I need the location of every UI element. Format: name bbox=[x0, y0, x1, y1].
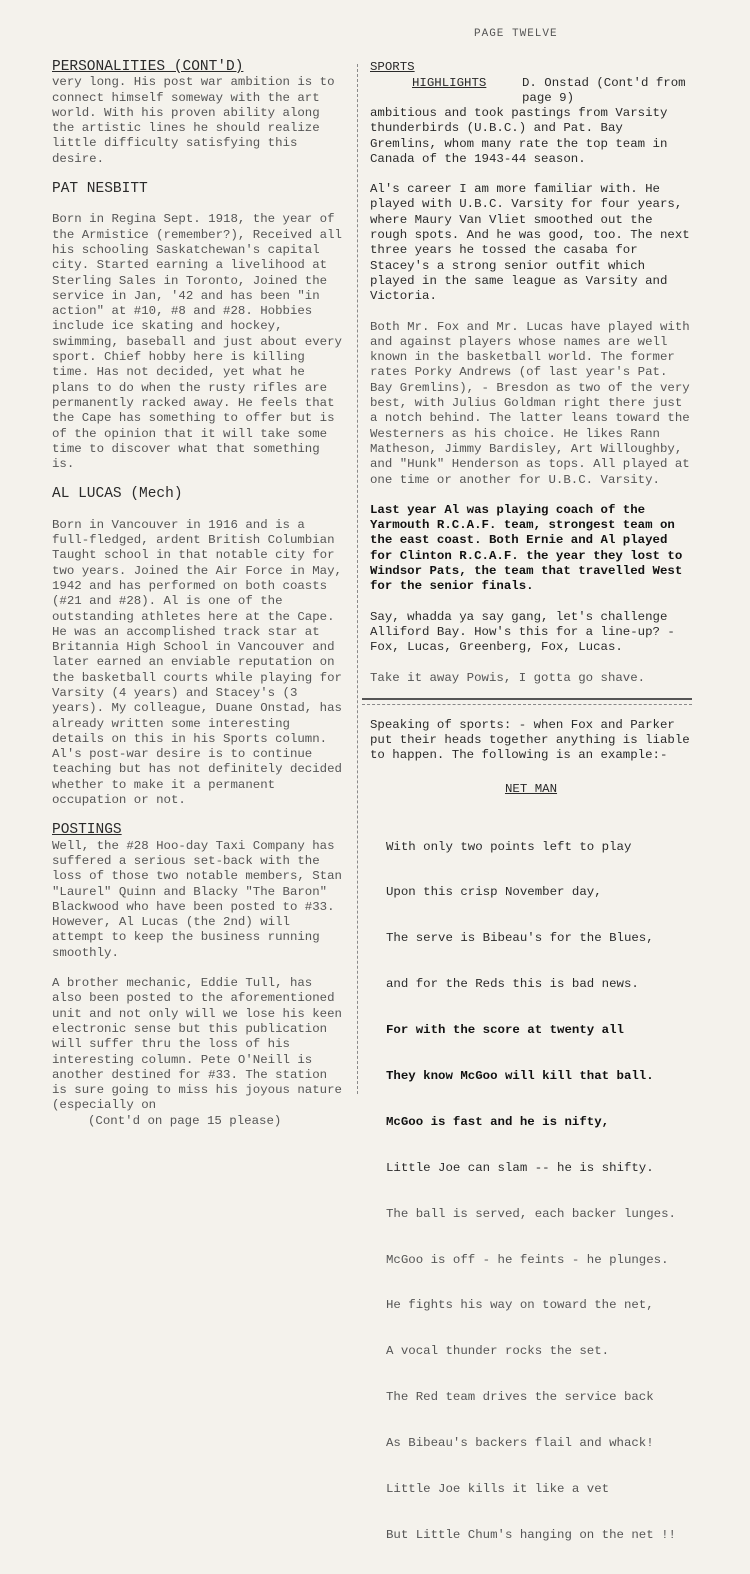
nesbitt-heading: PAT NESBITT bbox=[52, 181, 148, 198]
poem-line: McGoo is fast and he is nifty, bbox=[386, 1114, 610, 1129]
poem-line: For with the score at twenty all bbox=[386, 1023, 624, 1038]
sports-text-1: ambitious and took pastings from Varsity thunderbirds (U.B.C.) and Pat. Bay Gremlins, whom many rate the top team in Canada of the 1943-44 season. bbox=[370, 106, 675, 166]
nesbitt-text: Born in Regina Sept. 1918, the year of the Armistice (remember?), Received all his schooling Saskatchewan's capital city. Started earning a livelihood at Sterling Sales in Toronto, Joined the service in Jan, '42 and has been "in action" at #10, #8 and #28. Hobbies include ice skating and hockey, swimming, baseball and just about every sport. Chief hobby here is killing time. Has not decided, yet what he plans to do when the rusty rifles are permanently racked away. He feels that the Cape has something to offer but is of the opinion that it will take some time to discover what that something is. bbox=[52, 212, 350, 472]
left-column bbox=[52, 60, 348, 1129]
sports-text-5: Say, whadda ya say gang, let's challenge Alliford Bay. How's this for a line-up? - Fox, Lucas, Greenberg, Fox, Lucas. bbox=[370, 609, 683, 655]
postings-text-2: A brother mechanic, Eddie Tull, has also been posted to the aforementioned unit and not only will we lose his keen electronic sense but this publication will suffer thru the loss of his interesting column. Pete O'Neill is another destined for #33. The station is sure going to miss his joyous nature (especially on bbox=[52, 976, 350, 1113]
right-column bbox=[370, 60, 698, 1574]
sports-byline: D. Onstad (Cont'd from page 9) bbox=[522, 76, 686, 106]
sports-text-6: Take it away Powis, I gotta go shave. bbox=[370, 670, 646, 685]
netman-poem bbox=[370, 809, 692, 1574]
postings-continued: (Cont'd on page 15 please) bbox=[88, 1113, 282, 1128]
sports-header bbox=[370, 60, 692, 106]
netman-title: NET MAN bbox=[504, 781, 558, 796]
poem-line: A vocal thunder rocks the set. bbox=[386, 1344, 610, 1359]
poem-line: As Bibeau's backers flail and whack! bbox=[386, 1436, 654, 1451]
poem-line: But Little Chum's hanging on the net !! bbox=[386, 1527, 676, 1542]
poem-line: Upon this crisp November day, bbox=[386, 885, 602, 900]
sports-heading: SPORTS bbox=[370, 60, 415, 74]
poem-line: He fights his way on toward the net, bbox=[386, 1298, 654, 1313]
postings-heading: POSTINGS bbox=[52, 822, 122, 839]
poem-line: Little Joe kills it like a vet bbox=[386, 1482, 610, 1497]
speaking-text: Speaking of sports: - when Fox and Parker put their heads together anything is liable to happen. The following is an example:- bbox=[370, 717, 698, 763]
sports-text-2: Al's career I am more familiar with. He played with U.B.C. Varsity for four years, where Maury Van Vliet smoothed out the rough spots. And he was good, too. The next three years he tossed the casaba for Stacey's a strong senior outfit which played in the same league as Varsity and Victoria. bbox=[370, 182, 698, 304]
column-divider bbox=[357, 64, 358, 1094]
poem-line: They know McGoo will kill that ball. bbox=[386, 1069, 654, 1084]
poem-line: With only two points left to play bbox=[386, 839, 632, 854]
personalities-text: very long. His post war ambition is to connect himself someway with the art world. With his proven ability along the artistic lines he should realize little difficulty satisfying this desire. bbox=[52, 75, 342, 166]
poem-line: and for the Reds this is bad news. bbox=[386, 977, 639, 992]
page-number-header: PAGE TWELVE bbox=[474, 28, 558, 40]
highlights-heading: HIGHLIGHTS bbox=[412, 76, 487, 90]
postings-text-1: Well, the #28 Hoo-day Taxi Company has suffered a serious set-back with the loss of those two notable members, Stan "Laurel" Quinn and Blacky "The Baron" Blackwood who have been posted to #33. However, Al Lucas (the 2nd) will attempt to keep the business running smoothly. bbox=[52, 838, 350, 960]
poem-line: The ball is served, each backer lunges. bbox=[386, 1206, 676, 1221]
sports-text-4: Last year Al was playing coach of the Yarmouth R.C.A.F. team, strongest team on the east coast. Both Ernie and Al played for Clinton R.C.A.F. the year they lost to Windsor Pats, the team that travelled West for the senior finals. bbox=[370, 502, 690, 594]
sports-text-3: Both Mr. Fox and Mr. Lucas have played with and against players whose names are well known in the basketball world. The former rates Porky Andrews (of last year's Pat. Bay Gremlins), - Bresdon as two of the very best, with Julius Goldman right there just a notch behind. The latter leans toward the Westerners as his choice. He likes Rann Matheson, Jimmy Bardisley, Art Willoughby, and "Hunk" Henderson as tops. All played at one time or another for U.B.C. Varsity. bbox=[370, 319, 698, 487]
poem-line: Little Joe can slam -- he is shifty. bbox=[386, 1160, 654, 1175]
lucas-heading: AL LUCAS (Mech) bbox=[52, 486, 183, 503]
poem-line: McGoo is off - he feints - he plunges. bbox=[386, 1252, 669, 1267]
poem-line: The Red team drives the service back bbox=[386, 1390, 654, 1405]
lucas-text: Born in Vancouver in 1916 and is a full-fledged, ardent British Columbian Taught school in that notable city for two years. Joined the Air Force in May, 1942 and has performed on both coasts (#21 and #28). Al is one of the outstanding athletes here at the Cape. He was an accomplished track star at Britannia High School in Vancouver and later earned an enviable reputation on the basketball courts while playing for Varsity (4 years) and Stacey's (3 years). My colleague, Duane Onstad, has already written some interesting details on this in his Sports column. Al's post-war desire is to continue teaching but has not definitely decided whether to make it a permanent occupation or not. bbox=[52, 517, 350, 808]
personalities-heading: PERSONALITIES (CONT'D) bbox=[52, 59, 244, 75]
poem-line: The serve is Bibeau's for the Blues, bbox=[386, 931, 654, 946]
